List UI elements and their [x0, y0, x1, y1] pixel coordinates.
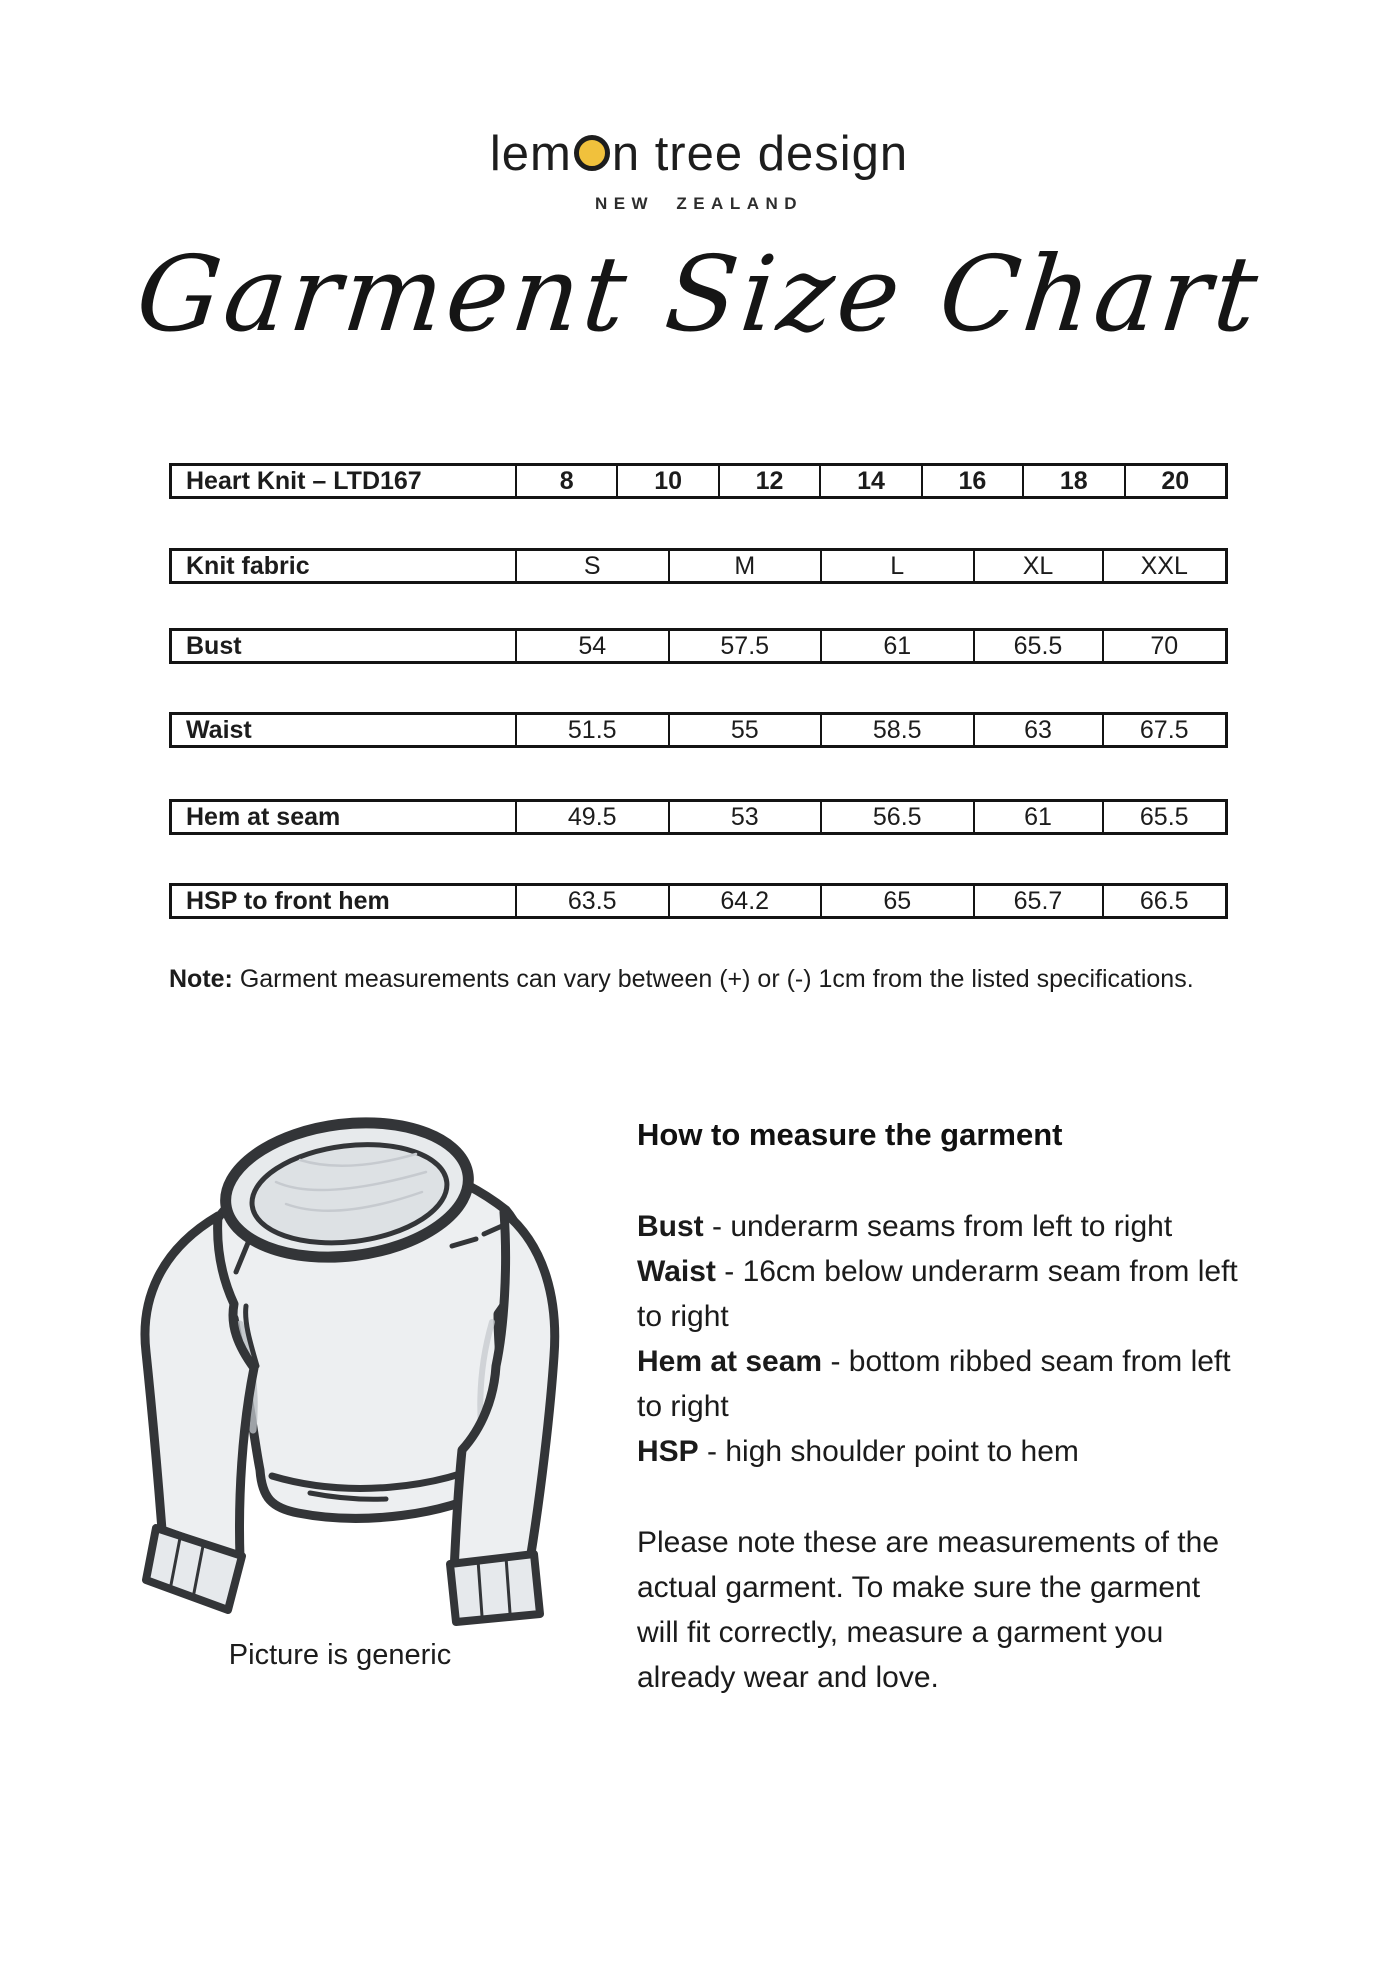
table-row-hsp [169, 883, 1228, 919]
table-row-bust [169, 628, 1228, 664]
table-cell: 10 [616, 466, 717, 496]
note-label: Note: [169, 965, 233, 993]
illustration-caption: Picture is generic [228, 1639, 452, 1671]
sweater-illustration [100, 1096, 580, 1644]
table-cell: 67.5 [1102, 715, 1226, 745]
table-cell: 70 [1102, 631, 1226, 661]
measure-term: HSP [637, 1435, 699, 1468]
measure-desc: - high shoulder point to hem [698, 1435, 1079, 1468]
table-cell: 12 [718, 466, 819, 496]
table-cell: 18 [1022, 466, 1123, 496]
lemon-dot-icon [574, 135, 610, 171]
note-text: Garment measurements can vary between (+) or (-) 1cm from the listed specifications. [232, 965, 1194, 993]
row-label: Knit fabric [186, 551, 310, 580]
measure-desc: - bottom ribbed seam from left to right [637, 1345, 1231, 1423]
measure-item-hsp [637, 1429, 1245, 1474]
table-row-knit-fabric [169, 548, 1228, 584]
table-cell: 65 [820, 886, 973, 916]
table-cell: 16 [921, 466, 1022, 496]
table-cell: 55 [668, 715, 821, 745]
table-cell: 53 [668, 802, 821, 832]
measure-term: Waist [637, 1255, 716, 1288]
table-row-hem-at-seam [169, 799, 1228, 835]
table-cell: XL [973, 551, 1102, 581]
table-cell: 64.2 [668, 886, 821, 916]
table-cell: 51.5 [515, 715, 668, 745]
page-title: Garment Size Chart [131, 233, 1267, 355]
row-label: Waist [186, 715, 252, 744]
table-cell: 63.5 [515, 886, 668, 916]
table-cell: 65.5 [1102, 802, 1226, 832]
measure-desc: - 16cm below underarm seam from left to right [637, 1255, 1238, 1333]
table-row-sizes [169, 463, 1228, 499]
table-cell: 8 [515, 466, 616, 496]
row-label: Hem at seam [186, 802, 341, 831]
table-cell: 61 [820, 631, 973, 661]
table-cell: 65.5 [973, 631, 1102, 661]
measure-term: Hem at seam [637, 1345, 823, 1378]
table-cell: 65.7 [973, 886, 1102, 916]
table-cell: 57.5 [668, 631, 821, 661]
sweater-drawing-icon [100, 1096, 580, 1644]
table-cell: M [668, 551, 821, 581]
measure-term: Bust [637, 1210, 704, 1243]
table-cell: XXL [1102, 551, 1226, 581]
measure-desc: - underarm seams from left to right [703, 1210, 1173, 1243]
table-cell: 66.5 [1102, 886, 1226, 916]
table-row-waist [169, 712, 1228, 748]
brand-country: NEW ZEALAND [594, 194, 804, 213]
logo-text-post: n tree design [611, 127, 909, 181]
tolerance-note [169, 965, 1194, 994]
measure-heading: How to measure the garment [637, 1117, 1063, 1152]
table-cell: 14 [819, 466, 920, 496]
table-cell: 49.5 [515, 802, 668, 832]
measure-item-bust [637, 1204, 1245, 1249]
table-cell: 63 [973, 715, 1102, 745]
row-label: HSP to front hem [186, 886, 390, 915]
table-cell: S [515, 551, 668, 581]
measure-item-waist [637, 1249, 1245, 1339]
table-cell: L [820, 551, 973, 581]
brand-logo [0, 126, 1398, 182]
table-cell: 20 [1124, 466, 1225, 496]
measure-note-paragraph: Please note these are measurements of the actual garment. To make sure the garment will fit correctly, measure a garment you already wear and love. [637, 1526, 1220, 1694]
table-cell: 54 [515, 631, 668, 661]
how-to-measure-section [637, 1112, 1245, 1700]
measure-item-hem [637, 1339, 1245, 1429]
row-label: Heart Knit – LTD167 [186, 466, 422, 495]
table-cell: 58.5 [820, 715, 973, 745]
logo-text-pre: lem [489, 127, 572, 181]
table-cell: 56.5 [820, 802, 973, 832]
row-label: Bust [186, 631, 242, 660]
table-cell: 61 [973, 802, 1102, 832]
